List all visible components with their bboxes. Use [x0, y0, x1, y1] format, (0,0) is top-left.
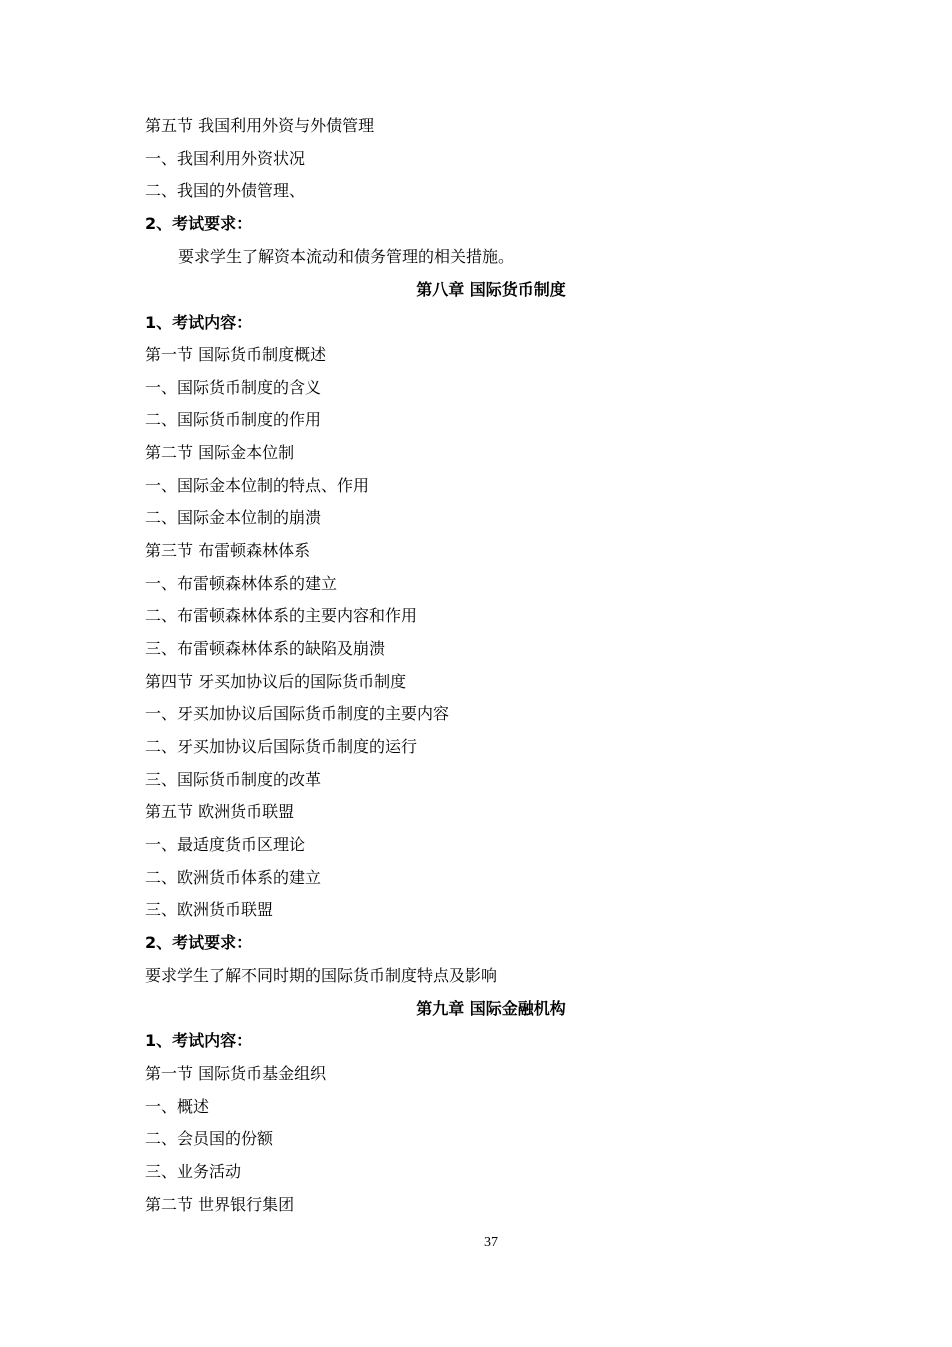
list-item: 一、国际货币制度的含义	[145, 378, 322, 397]
list-item: 一、国际金本位制的特点、作用	[145, 476, 370, 495]
requirements-heading: 2、考试要求：	[145, 214, 253, 233]
section-heading: 第一节 国际货币制度概述	[145, 345, 327, 364]
list-item: 三、国际货币制度的改革	[145, 770, 322, 789]
list-item: 二、国际金本位制的崩溃	[145, 508, 322, 527]
section-heading: 第五节 欧洲货币联盟	[145, 802, 295, 821]
requirements-text: 要求学生了解不同时期的国际货币制度特点及影响	[145, 966, 498, 985]
list-item: 三、业务活动	[145, 1162, 242, 1181]
page-number: 37	[484, 1235, 498, 1250]
list-item: 一、布雷顿森林体系的建立	[145, 574, 338, 593]
list-item: 二、牙买加协议后国际货币制度的运行	[145, 737, 418, 756]
content-heading: 1、考试内容：	[145, 1031, 253, 1050]
list-item: 一、牙买加协议后国际货币制度的主要内容	[145, 704, 450, 723]
list-item: 一、概述	[145, 1097, 210, 1116]
section-heading: 第二节 国际金本位制	[145, 443, 295, 462]
section-heading: 第二节 世界银行集团	[145, 1195, 295, 1214]
list-item: 一、最适度货币区理论	[145, 835, 306, 854]
section-heading: 第五节 我国利用外资与外债管理	[145, 116, 375, 135]
list-item: 三、布雷顿森林体系的缺陷及崩溃	[145, 639, 386, 658]
content-heading: 1、考试内容：	[145, 313, 253, 332]
list-item: 二、国际货币制度的作用	[145, 410, 322, 429]
chapter-title: 第八章 国际货币制度	[416, 280, 566, 299]
section-heading: 第一节 国际货币基金组织	[145, 1064, 327, 1083]
list-item: 一、我国利用外资状况	[145, 149, 306, 168]
section-heading: 第三节 布雷顿森林体系	[145, 541, 311, 560]
section-heading: 第四节 牙买加协议后的国际货币制度	[145, 672, 407, 691]
chapter-title: 第九章 国际金融机构	[416, 999, 566, 1018]
list-item: 三、欧洲货币联盟	[145, 900, 274, 919]
requirements-heading: 2、考试要求：	[145, 933, 253, 952]
requirements-text: 要求学生了解资本流动和债务管理的相关措施。	[178, 247, 515, 266]
list-item: 二、我国的外债管理、	[145, 181, 306, 200]
list-item: 二、欧洲货币体系的建立	[145, 868, 322, 887]
list-item: 二、会员国的份额	[145, 1129, 274, 1148]
list-item: 二、布雷顿森林体系的主要内容和作用	[145, 606, 418, 625]
